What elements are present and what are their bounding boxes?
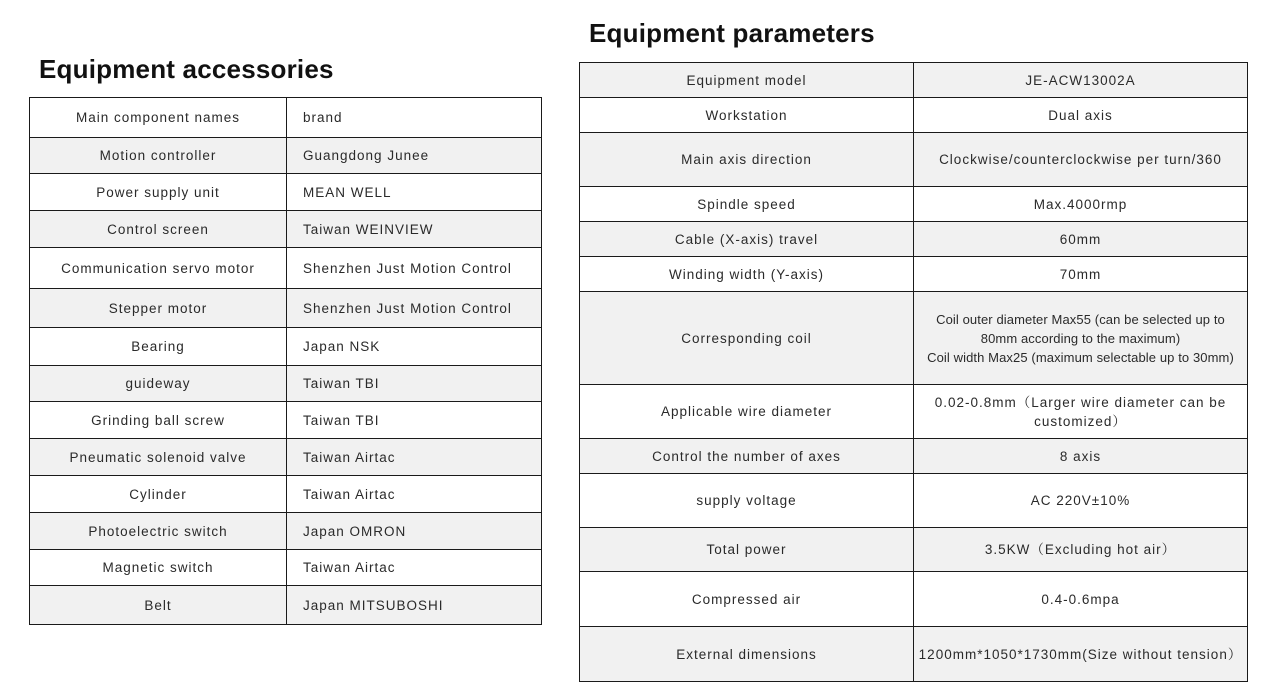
parameter-value: 0.02-0.8mm（Larger wire diameter can be customized） (914, 385, 1248, 439)
table-row (30, 174, 542, 211)
component-name: guideway (30, 366, 287, 402)
parameter-value: JE-ACW13002A (914, 63, 1248, 98)
table-row (30, 550, 542, 586)
parameter-label: External dimensions (580, 627, 914, 682)
parameter-value: Dual axis (914, 98, 1248, 133)
table-row (580, 385, 1248, 439)
parameters-title: Equipment parameters (589, 18, 875, 48)
table-row (30, 98, 542, 138)
component-name: Grinding ball screw (30, 402, 287, 439)
component-brand: Japan NSK (287, 328, 542, 366)
parameter-label: Control the number of axes (580, 439, 914, 474)
table-row (30, 138, 542, 174)
table-row (30, 366, 542, 402)
coil-diameter-text: Coil outer diameter Max55 (can be selected up to 80mm according to the maximum) (936, 311, 1225, 346)
component-name: Main component names (30, 98, 287, 138)
table-row (30, 476, 542, 513)
table-row (580, 63, 1248, 98)
parameter-label: Main axis direction (580, 133, 914, 187)
component-name: Communication servo motor (30, 248, 287, 289)
parameter-label: Compressed air (580, 572, 914, 627)
parameter-label: Applicable wire diameter (580, 385, 914, 439)
parameter-label: supply voltage (580, 474, 914, 528)
parameter-label: Corresponding coil (580, 292, 914, 385)
parameter-label: Total power (580, 528, 914, 572)
parameter-value: Max.4000rmp (914, 187, 1248, 222)
parameter-label: Workstation (580, 98, 914, 133)
component-brand: Taiwan Airtac (287, 550, 542, 586)
component-name: Cylinder (30, 476, 287, 513)
table-row (30, 248, 542, 289)
table-row (580, 133, 1248, 187)
table-row (580, 222, 1248, 257)
parameter-value: Clockwise/counterclockwise per turn/360 (914, 133, 1248, 187)
component-brand: Taiwan Airtac (287, 439, 542, 476)
component-name: Belt (30, 586, 287, 625)
table-row (580, 98, 1248, 133)
table-row (30, 328, 542, 366)
table-row (580, 257, 1248, 292)
parameters-table (579, 62, 1248, 682)
component-brand: Taiwan TBI (287, 402, 542, 439)
component-brand: Taiwan TBI (287, 366, 542, 402)
parameter-label: Spindle speed (580, 187, 914, 222)
component-name: Pneumatic solenoid valve (30, 439, 287, 476)
table-row (580, 474, 1248, 528)
parameter-label: Equipment model (580, 63, 914, 98)
component-name: Motion controller (30, 138, 287, 174)
component-name: Power supply unit (30, 174, 287, 211)
parameter-value: 8 axis (914, 439, 1248, 474)
parameter-value: 70mm (914, 257, 1248, 292)
component-brand: Guangdong Junee (287, 138, 542, 174)
table-row (30, 289, 542, 328)
table-row (30, 211, 542, 248)
table-row (580, 627, 1248, 682)
component-name: Photoelectric switch (30, 513, 287, 550)
table-row (30, 513, 542, 550)
table-row (580, 572, 1248, 627)
component-brand: Taiwan WEINVIEW (287, 211, 542, 248)
parameter-label: Cable (X-axis) travel (580, 222, 914, 257)
component-name: Control screen (30, 211, 287, 248)
table-row (30, 586, 542, 625)
component-brand: Japan MITSUBOSHI (287, 586, 542, 625)
parameter-value: 0.4-0.6mpa (914, 572, 1248, 627)
table-row (30, 439, 542, 476)
parameter-value (914, 292, 1248, 385)
parameter-value: 60mm (914, 222, 1248, 257)
table-row (580, 187, 1248, 222)
table-row (580, 439, 1248, 474)
component-brand: Shenzhen Just Motion Control (287, 289, 542, 328)
component-brand: MEAN WELL (287, 174, 542, 211)
component-name: Stepper motor (30, 289, 287, 328)
parameter-label: Winding width (Y-axis) (580, 257, 914, 292)
component-name: Magnetic switch (30, 550, 287, 586)
accessories-title: Equipment accessories (39, 54, 334, 84)
component-brand: brand (287, 98, 542, 138)
component-brand: Taiwan Airtac (287, 476, 542, 513)
parameter-value: AC 220V±10% (914, 474, 1248, 528)
accessories-table (29, 97, 542, 625)
parameter-value: 1200mm*1050*1730mm(Size without tension） (914, 627, 1248, 682)
component-brand: Japan OMRON (287, 513, 542, 550)
component-brand: Shenzhen Just Motion Control (287, 248, 542, 289)
parameter-value: 3.5KW（Excluding hot air） (914, 528, 1248, 572)
table-row (580, 528, 1248, 572)
coil-width-text: Coil width Max25 (maximum selectable up to 30mm) (927, 349, 1234, 365)
table-row (580, 292, 1248, 385)
table-row (30, 402, 542, 439)
component-name: Bearing (30, 328, 287, 366)
